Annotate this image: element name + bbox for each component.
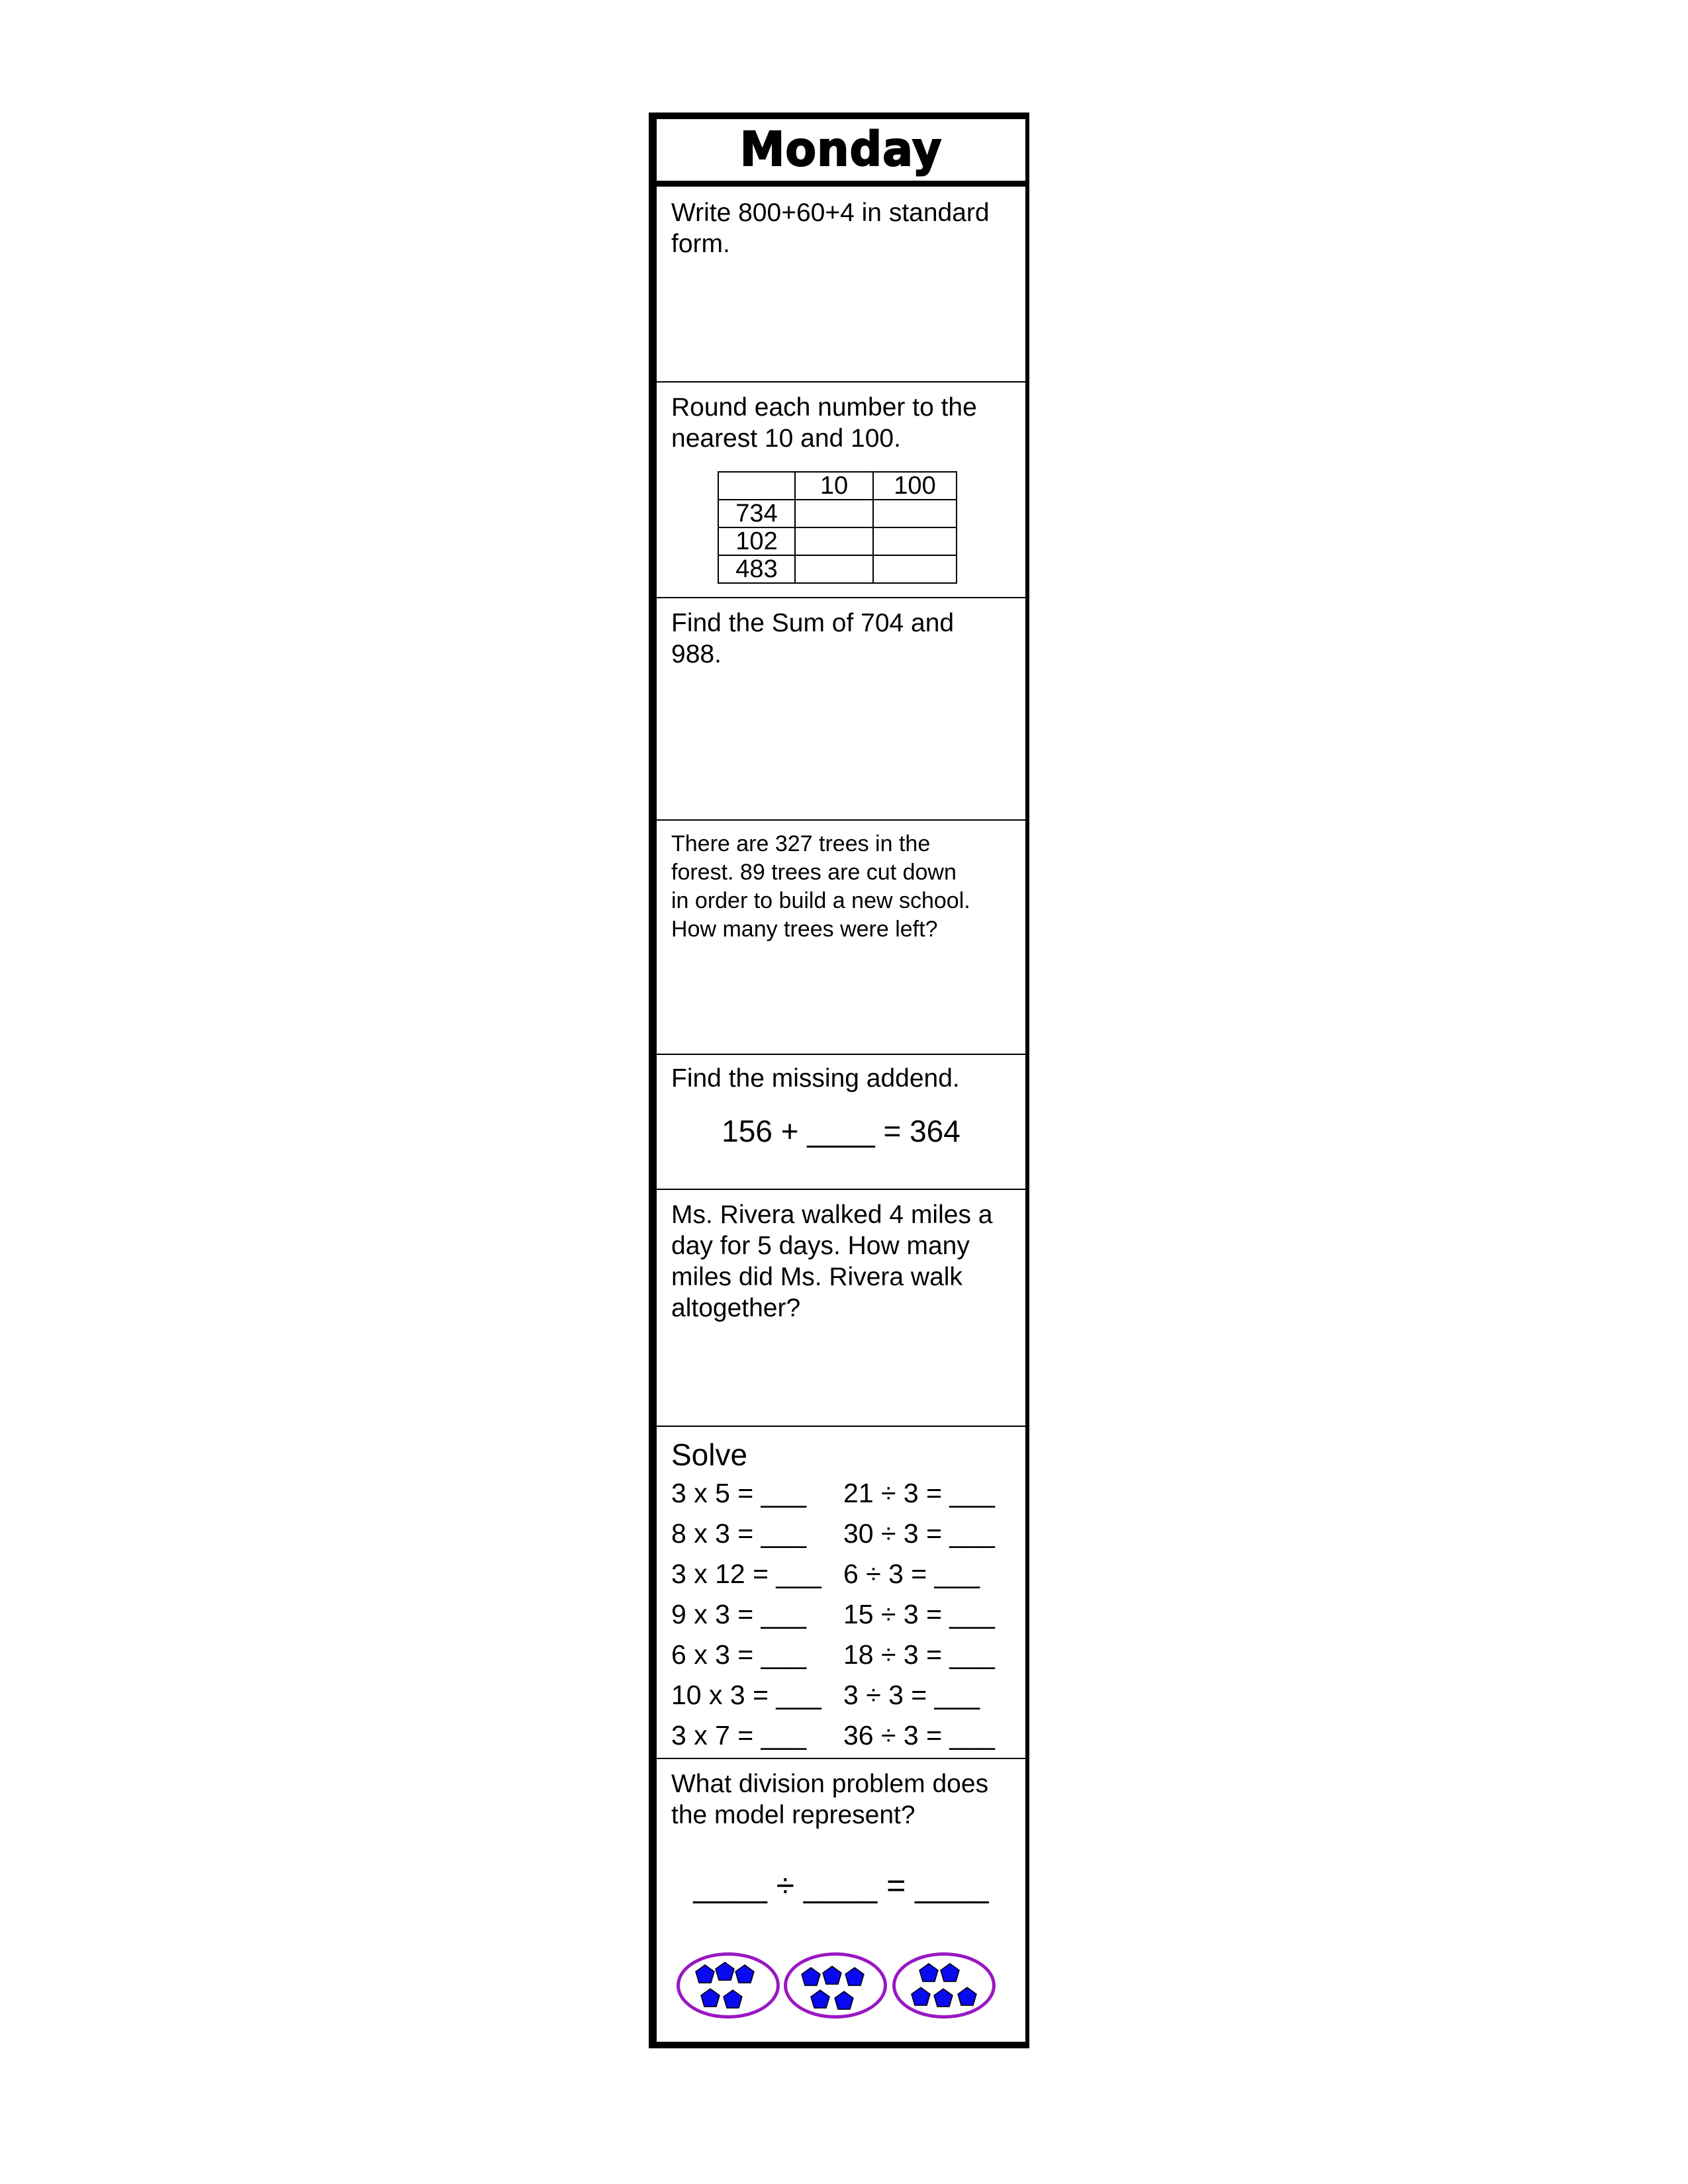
pentagon-icon xyxy=(694,1964,716,1984)
model-group xyxy=(784,1952,887,2019)
division-fact: 3 ÷ 3 = ___ xyxy=(843,1680,980,1710)
question-text-line: How many trees were left? xyxy=(671,917,938,942)
answer-cell[interactable] xyxy=(795,500,873,527)
pentagon-icon xyxy=(957,1986,978,2007)
question-trees xyxy=(657,821,1025,1055)
question-standard-form xyxy=(657,187,1025,383)
question-miles xyxy=(657,1190,1025,1427)
multiplication-fact: 9 x 3 = ___ xyxy=(671,1599,807,1629)
question-text-line: Ms. Rivera walked 4 miles a xyxy=(671,1201,993,1229)
question-rounding xyxy=(657,383,1025,598)
question-text-line: Write 800+60+4 in standard xyxy=(671,199,990,227)
question-text-line: in order to build a new school. xyxy=(671,888,970,913)
answer-cell[interactable] xyxy=(873,527,957,555)
question-text-line: day for 5 days. How many xyxy=(671,1232,970,1260)
division-fact: 30 ÷ 3 = ___ xyxy=(843,1518,995,1549)
multiplication-fact: 3 x 7 = ___ xyxy=(671,1720,807,1751)
answer-cell[interactable] xyxy=(795,527,873,555)
table-header-row xyxy=(718,472,957,500)
division-fact: 18 ÷ 3 = ___ xyxy=(843,1639,995,1670)
multiplication-fact: 6 x 3 = ___ xyxy=(671,1639,807,1670)
multiplication-fact: 10 x 3 = ___ xyxy=(671,1680,821,1710)
table-row xyxy=(718,555,957,583)
question-text-line: Find the missing addend. xyxy=(671,1064,960,1093)
table-header-cell: 100 xyxy=(873,472,957,500)
question-division-model xyxy=(657,1759,1025,2042)
table-cell: 102 xyxy=(718,527,795,555)
pentagon-icon xyxy=(844,1966,865,1987)
question-text-line: Find the Sum of 704 and xyxy=(671,609,955,637)
answer-cell[interactable] xyxy=(873,500,957,527)
table-header-cell xyxy=(718,472,795,500)
division-fact: 21 ÷ 3 = ___ xyxy=(843,1478,995,1508)
pentagon-icon xyxy=(800,1966,821,1987)
table-row xyxy=(718,500,957,527)
pentagon-icon xyxy=(918,1962,939,1983)
pentagon-icon xyxy=(734,1964,755,1984)
question-text-line: What division problem does xyxy=(671,1770,989,1798)
table-cell: 483 xyxy=(718,555,795,583)
pentagon-icon xyxy=(714,1961,735,1981)
model-group xyxy=(677,1952,780,2019)
day-title: Monday xyxy=(739,122,943,177)
multiplication-fact: 3 x 5 = ___ xyxy=(671,1478,807,1508)
pentagon-icon xyxy=(939,1962,961,1983)
question-sum xyxy=(657,598,1025,821)
pentagon-icon xyxy=(722,1989,743,2009)
question-text-line: nearest 10 and 100. xyxy=(671,424,901,453)
division-model xyxy=(677,1952,1021,2038)
division-equation: ____ ÷ ____ = ____ xyxy=(693,1867,989,1904)
pentagon-icon xyxy=(910,1986,931,2007)
division-fact: 15 ÷ 3 = ___ xyxy=(843,1599,995,1629)
question-text-line: form. xyxy=(671,230,730,258)
question-solve-facts xyxy=(657,1427,1025,1759)
answer-cell[interactable] xyxy=(873,555,957,583)
pentagon-icon xyxy=(810,1989,831,2009)
answer-cell[interactable] xyxy=(795,555,873,583)
question-text-line: altogether? xyxy=(671,1294,801,1322)
question-text-line: Round each number to the xyxy=(671,393,977,422)
question-text-line: 988. xyxy=(671,640,722,668)
division-fact: 36 ÷ 3 = ___ xyxy=(843,1720,995,1751)
addend-equation: 156 + ____ = 364 xyxy=(722,1114,961,1148)
warmup-strip xyxy=(649,113,1029,2048)
model-group xyxy=(892,1952,996,2019)
pentagon-icon xyxy=(700,1987,721,2008)
table-cell: 734 xyxy=(718,500,795,527)
question-text-line: miles did Ms. Rivera walk xyxy=(671,1263,962,1291)
question-text-line: There are 327 trees in the xyxy=(671,831,931,856)
multiplication-fact: 3 x 12 = ___ xyxy=(671,1559,821,1589)
pentagon-icon xyxy=(933,1987,954,2008)
pentagon-icon xyxy=(833,1990,855,2011)
question-text-line: the model represent? xyxy=(671,1801,915,1829)
table-row xyxy=(718,527,957,555)
question-missing-addend xyxy=(657,1055,1025,1190)
table-header-cell: 10 xyxy=(795,472,873,500)
pentagon-icon xyxy=(821,1965,843,1985)
solve-title: Solve xyxy=(671,1437,748,1472)
rounding-table xyxy=(718,471,957,584)
multiplication-fact: 8 x 3 = ___ xyxy=(671,1518,807,1549)
question-text-line: forest. 89 trees are cut down xyxy=(671,860,957,885)
day-header xyxy=(657,119,1025,187)
division-fact: 6 ÷ 3 = ___ xyxy=(843,1559,980,1589)
